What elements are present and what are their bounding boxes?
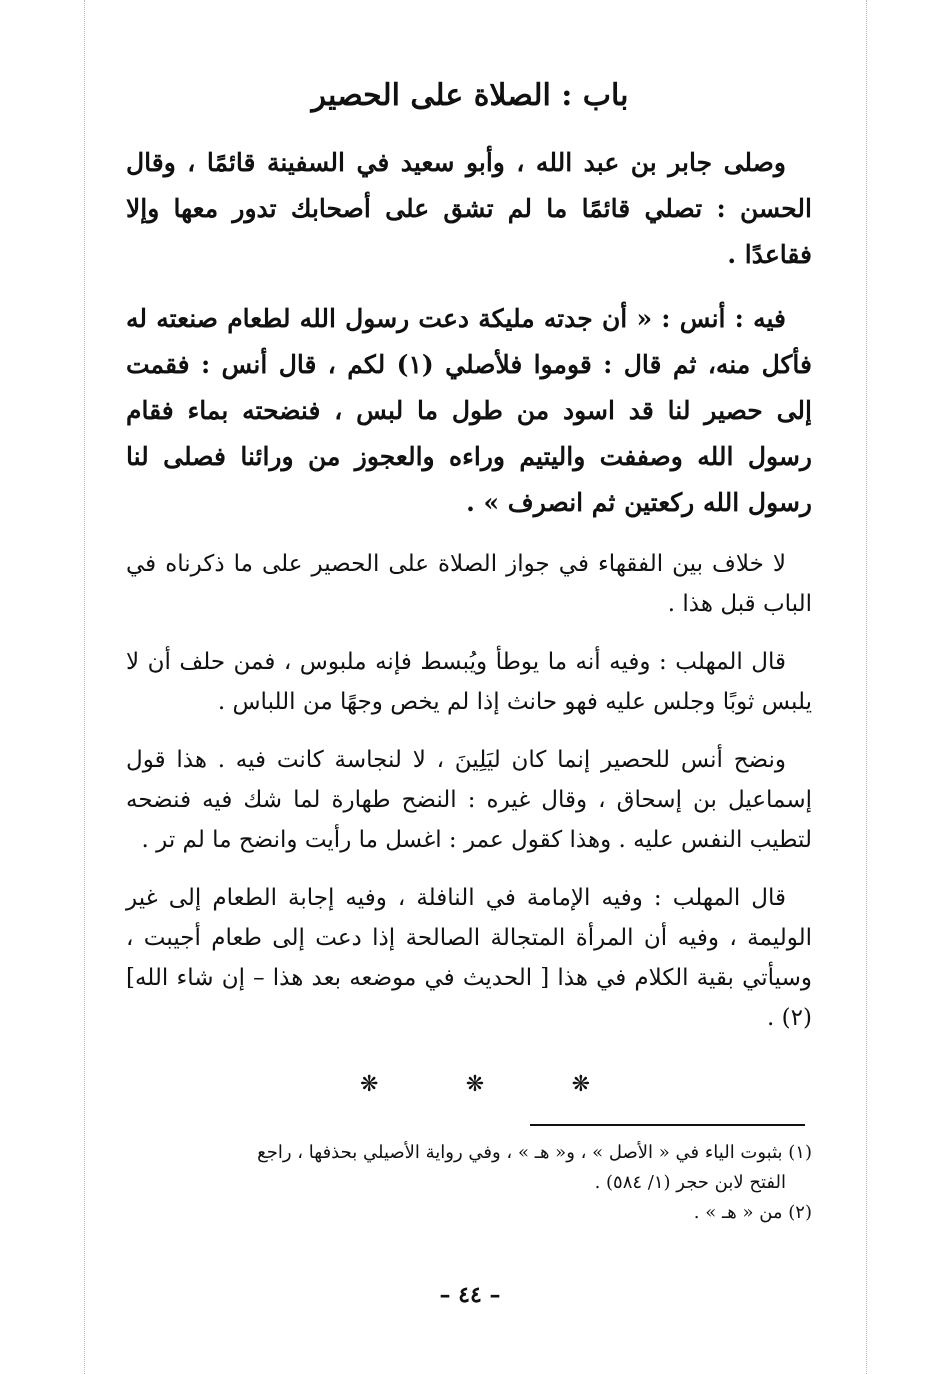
main-text: [126, 140, 812, 1056]
star-ornament: ❋: [360, 1072, 379, 1097]
paragraph-intro: وصلى جابر بن عبد الله ، وأبو سعيد في السفينة قائمًا ، وقال الحسن : تصلي قائمًا ما لم تشق على أصحابك تدور معها وإلا فقاعدًا .: [126, 148, 812, 269]
paragraph-commentary: ونضح أنس للحصير إنما كان ليَلِينَ ، لا لنجاسة كانت فيه . هذا قول إسماعيل بن إسحاق ، وقال غيره : النضح طهارة لما شك فيه فنضحه لتطيب النفس عليه . وهذا كقول عمر : اغسل ما رأيت وانضح ما لم تر .: [126, 747, 812, 853]
paragraph-commentary: قال المهلب : وفيه الإمامة في النافلة ، وفيه إجابة الطعام إلى غير الوليمة ، وفيه أن المرأة المتجالة الصالحة إذا دعت إلى طعام أجيبت ، وسيأتي بقية الكلام في هذا [ الحديث في موضعه بعد هذا – إن شاء الله](٢) .: [126, 885, 812, 1031]
margin-guide-right: [866, 0, 867, 1374]
footnotes: [126, 1138, 812, 1228]
footnote-1: (١) بثبوت الياء في « الأصل » ، و« هـ » ، وفي رواية الأصيلي بحذفها ، راجع: [257, 1142, 812, 1163]
paragraph-hadith: فيه : أنس : « أن جدته مليكة دعت رسول الله لطعام صنعته له فأكل منه، ثم قال : قوموا فلأصلي (١) لكم ، قال أنس : فقمت إلى حصير لنا قد اسود من طول ما لبس ، فنضحته بماء فقام رسول الله وصففت واليتيم وراءه والعجوز من ورائنا فصلى لنا رسول الله ركعتين ثم انصرف » .: [126, 304, 812, 517]
star-ornament: ❋: [571, 1072, 590, 1097]
paragraph-commentary: لا خلاف بين الفقهاء في جواز الصلاة على الحصير على ما ذكرناه في الباب قبل هذا .: [126, 551, 812, 617]
footnote-rule: [530, 1124, 805, 1126]
footnote-2: (٢) من « هـ » .: [693, 1202, 812, 1223]
footnote-1-continued: الفتح لابن حجر (١/ ٥٨٤) .: [594, 1172, 786, 1193]
star-ornament: ❋: [465, 1072, 485, 1097]
paragraph-commentary: قال المهلب : وفيه أنه ما يوطأ ويُبسط فإنه ملبوس ، فمن حلف أن لا يلبس ثوبًا وجلس عليه فهو حانث إذا لم يخص وجهًا من اللباس .: [126, 649, 812, 715]
margin-guide-left: [84, 0, 85, 1374]
page-number: – ٤٤ –: [439, 1282, 501, 1308]
chapter-title: باب : الصلاة على الحصير: [311, 78, 629, 113]
section-separator: [360, 1072, 590, 1097]
